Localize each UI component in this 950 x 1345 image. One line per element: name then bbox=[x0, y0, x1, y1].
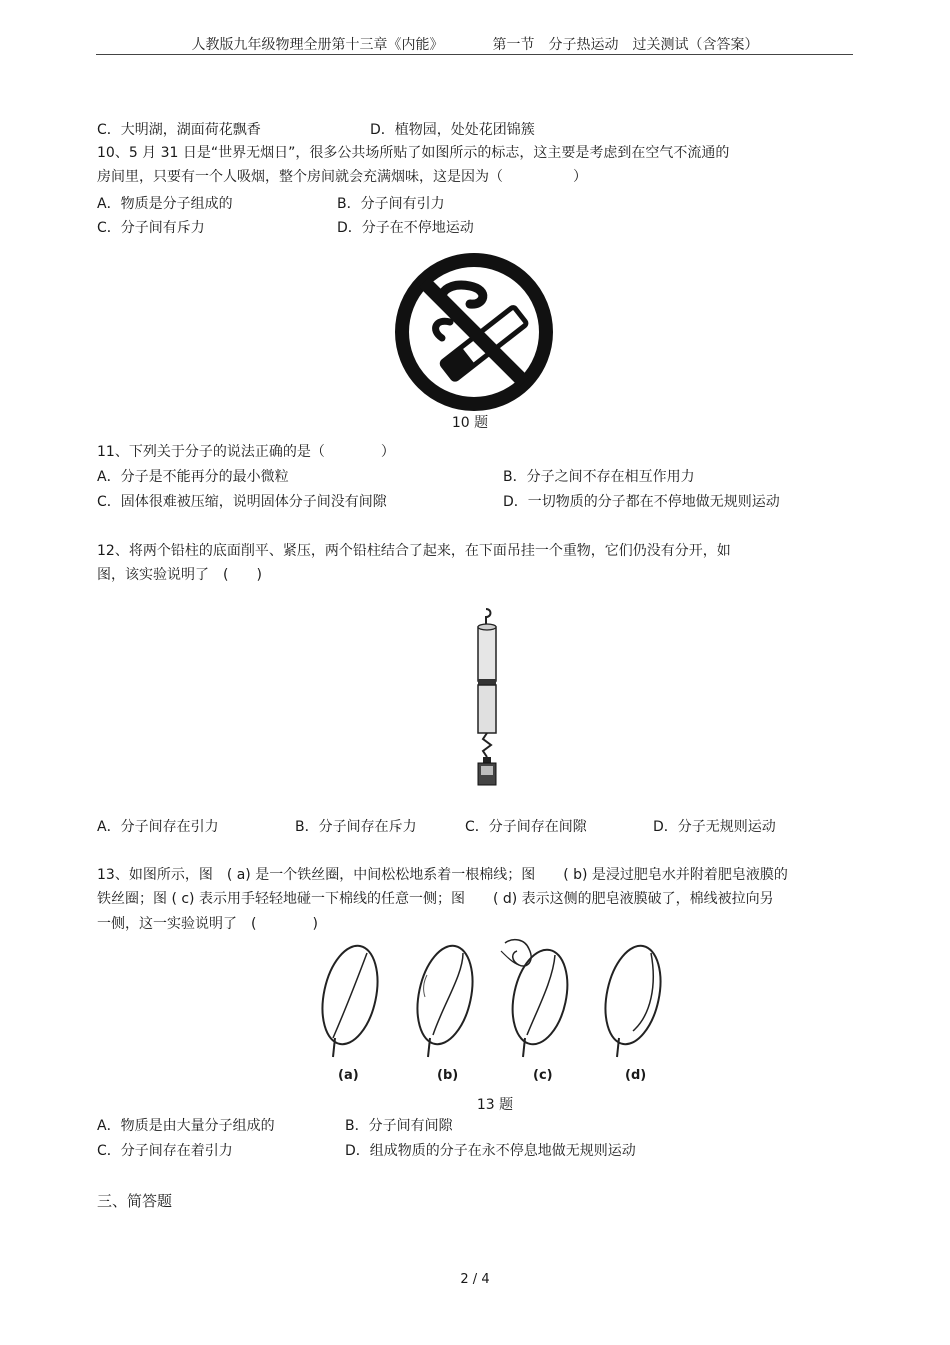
q13-stem-line3: 一侧，这一实验说明了 ( ) bbox=[97, 916, 318, 932]
q10-option-d: D．分子在不停地运动 bbox=[337, 220, 474, 236]
q13-option-b: B．分子间有间隙 bbox=[345, 1118, 453, 1134]
q13-stem-line2: 铁丝圈；图 ( c) 表示用手轻轻地碰一下棉线的任意一侧；图 ( d) 表示这侧的肥皂液膜破了，棉线被拉向另 bbox=[97, 891, 774, 907]
q10-stem-line2: 房间里，只要有一个人吸烟，整个房间就会充满烟味，这是因为（ ） bbox=[97, 169, 587, 185]
header-section: 第一节 分子热运动 过关测试（含答案） bbox=[492, 37, 759, 53]
soap-film-figure bbox=[315, 935, 670, 1065]
figure-label-b: (b) bbox=[437, 1068, 459, 1083]
lead-cylinders-figure bbox=[462, 605, 512, 790]
section-3-title: 三、简答题 bbox=[97, 1192, 173, 1210]
q9-option-d: D．植物园，处处花团锦簇 bbox=[370, 122, 535, 138]
q12-option-a: A．分子间存在引力 bbox=[97, 819, 219, 835]
header-title: 人教版九年级物理全册第十三章《内能》 bbox=[191, 37, 444, 53]
q10-option-c: C．分子间有斥力 bbox=[97, 220, 205, 236]
header-rule bbox=[96, 54, 853, 55]
q13-stem-line1: 13、如图所示，图 ( a) 是一个铁丝圈，中间松松地系着一根棉线；图 ( b) 是浸过肥皂水并附着肥皂液膜的 bbox=[97, 867, 788, 883]
no-smoking-icon bbox=[392, 250, 557, 415]
q10-option-a: A．物质是分子组成的 bbox=[97, 196, 233, 212]
q12-option-b: B．分子间存在斥力 bbox=[295, 819, 417, 835]
figure-label-d: (d) bbox=[625, 1068, 647, 1083]
q11-option-d: D．一切物质的分子都在不停地做无规则运动 bbox=[503, 494, 780, 510]
q13-figure-caption: 13 题 bbox=[476, 1097, 514, 1113]
q10-option-b: B．分子间有引力 bbox=[337, 196, 445, 212]
q11-option-c: C．固体很难被压缩，说明固体分子间没有间隙 bbox=[97, 494, 387, 510]
q12-stem-line2: 图，该实验说明了 ( ) bbox=[97, 567, 262, 583]
figure-label-a: (a) bbox=[338, 1068, 359, 1083]
q11-stem: 11、下列关于分子的说法正确的是（ ） bbox=[97, 444, 395, 460]
q11-option-a: A．分子是不能再分的最小微粒 bbox=[97, 469, 289, 485]
q13-option-c: C．分子间存在着引力 bbox=[97, 1143, 233, 1159]
page-number: 2 / 4 bbox=[460, 1272, 490, 1287]
q12-option-d: D．分子无规则运动 bbox=[653, 819, 776, 835]
page-header bbox=[0, 34, 950, 54]
q10-figure-caption: 10 题 bbox=[451, 415, 489, 431]
q13-option-a: A．物质是由大量分子组成的 bbox=[97, 1118, 275, 1134]
q12-option-c: C．分子间存在间隙 bbox=[465, 819, 587, 835]
q13-option-d: D．组成物质的分子在永不停息地做无规则运动 bbox=[345, 1143, 636, 1159]
q9-option-c: C．大明湖，湖面荷花飘香 bbox=[97, 122, 261, 138]
figure-label-c: (c) bbox=[533, 1068, 553, 1083]
q11-option-b: B．分子之间不存在相互作用力 bbox=[503, 469, 695, 485]
q12-stem-line1: 12、将两个铅柱的底面削平、紧压，两个铅柱结合了起来，在下面吊挂一个重物，它们仍没有分开，如 bbox=[97, 543, 731, 559]
q10-stem-line1: 10、5 月 31 日是“世界无烟日”，很多公共场所贴了如图所示的标志，这主要是考虑到在空气不流通的 bbox=[97, 145, 730, 161]
